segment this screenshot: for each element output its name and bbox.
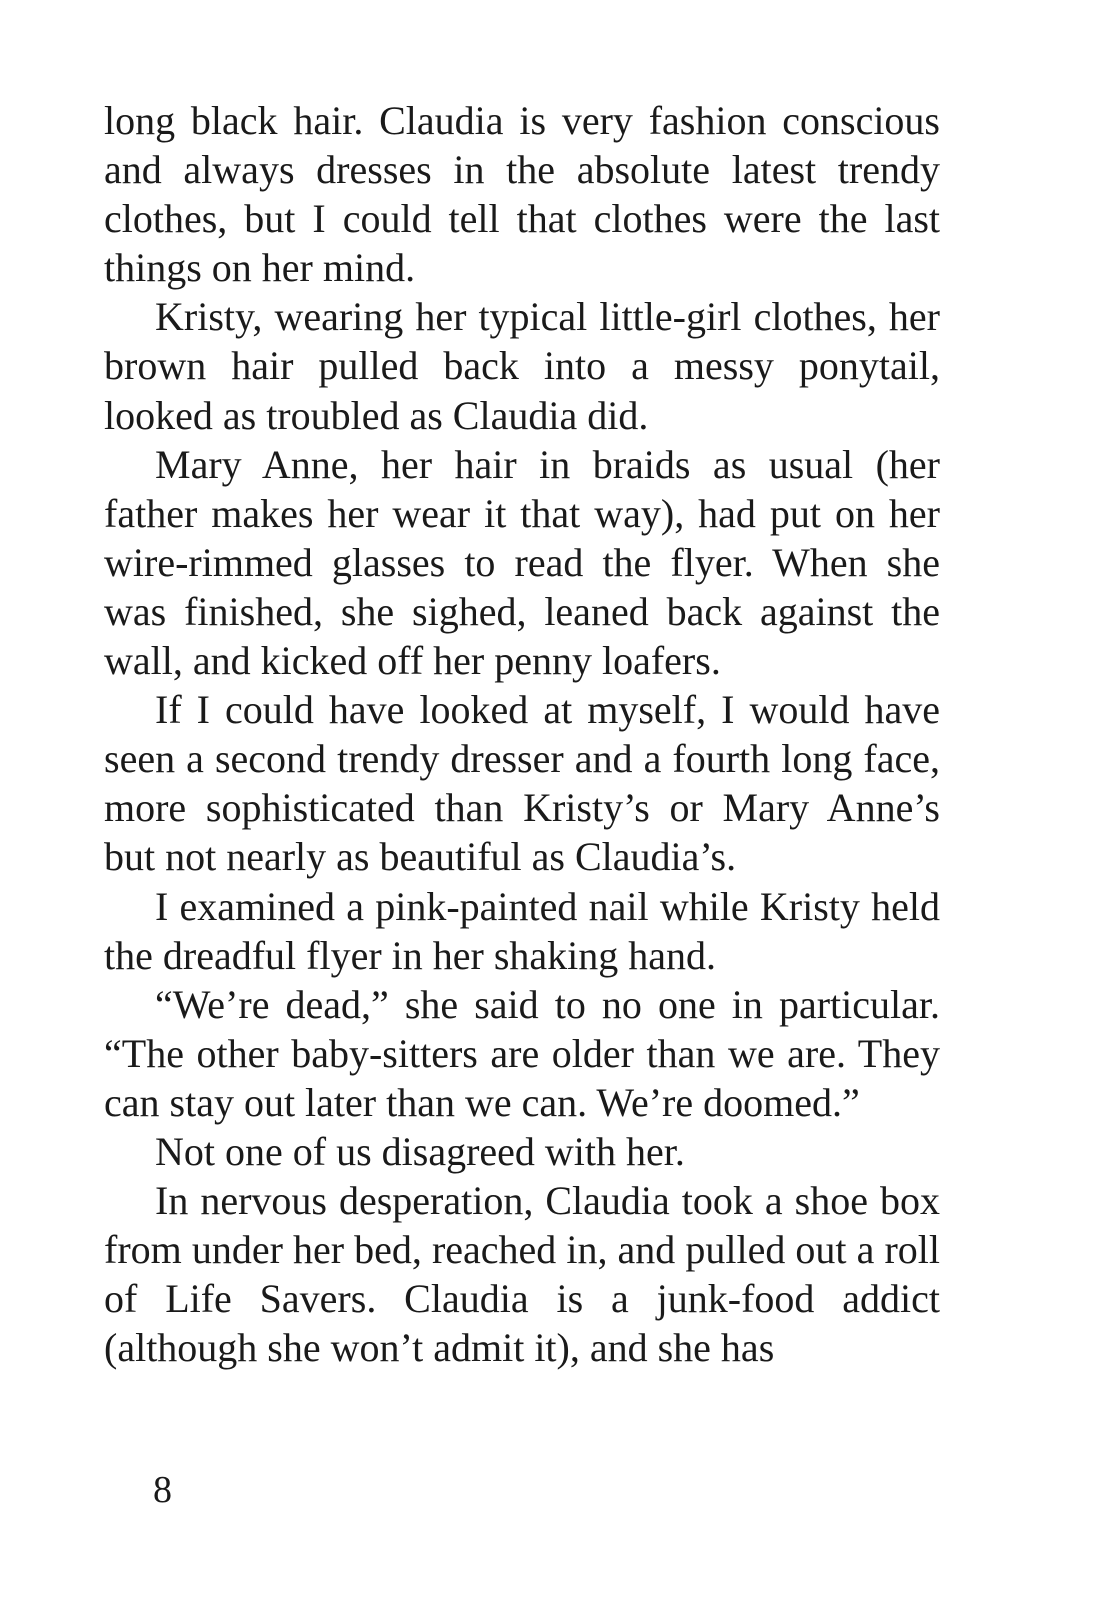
paragraph-1: long black hair. Claudia is very fashion conscious and always dresses in the absolute latest trendy clothes, but I could tell that clothes were the last things on her mind.: [104, 98, 940, 291]
paragraph-8: In nervous desperation, Claudia took a shoe box from under her bed, reached in, and pulled out a roll of Life Savers. Claudia is a junk-food addict (although she won’t admit it), and she has: [104, 1178, 940, 1371]
paragraph-5: I examined a pink-painted nail while Kristy held the dreadful flyer in her shaking hand.: [104, 883, 940, 978]
page-body: [104, 96, 940, 1372]
paragraph-3: Mary Anne, her hair in braids as usual (her father makes her wear it that way), had put on her wire-rimmed glasses to read the flyer. When she was finished, she sighed, leaned back against the wall, and kicked off her penny loafers.: [104, 441, 940, 684]
paragraph-2: Kristy, wearing her typical little-girl clothes, her brown hair pulled back into a messy ponytail, looked as troubled as Claudia did.: [104, 294, 940, 438]
paragraph-7: Not one of us disagreed with her.: [155, 1128, 685, 1174]
paragraph-6: “We’re dead,” she said to no one in particular. “The other baby-sitters are older than we are. They can stay out later than we can. We’re doomed.”: [104, 981, 940, 1125]
paragraph-4: If I could have looked at myself, I would have seen a second trendy dresser and a fourth long face, more sophisticated than Kristy’s or Mary Anne’s but not nearly as beautiful as Claudia’s.: [104, 687, 940, 880]
page-number: 8: [153, 1469, 172, 1511]
